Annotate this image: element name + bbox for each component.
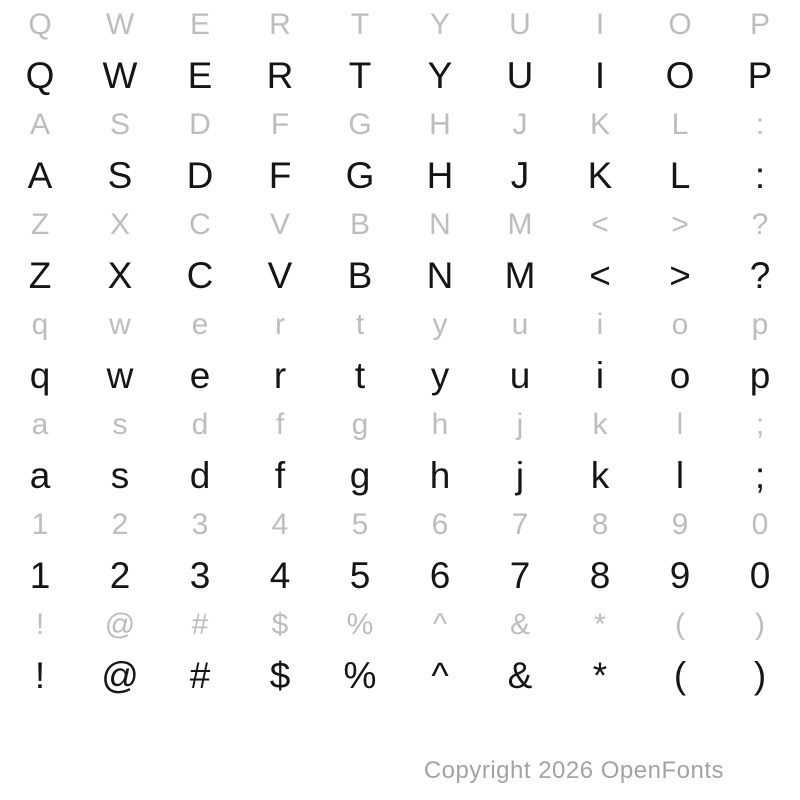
glyph-main-black: K [587, 154, 613, 196]
glyph-preview-gray: & [509, 608, 530, 641]
glyph-preview-gray: 7 [511, 508, 529, 541]
glyph-preview-gray: ? [751, 208, 769, 241]
glyph-preview-gray: f [275, 408, 285, 441]
glyph-cell [320, 0, 400, 100]
glyph-cell [240, 0, 320, 100]
glyph-main-black: s [110, 454, 130, 496]
glyph-main-black: B [347, 254, 373, 296]
glyph-cell [0, 400, 80, 500]
glyph-preview-gray: 1 [31, 508, 49, 541]
glyph-preview-gray: l [676, 408, 684, 441]
glyph-main-black: G [345, 154, 375, 196]
glyph-cell [480, 600, 560, 700]
glyph-preview-gray: d [191, 408, 209, 441]
glyph-preview-gray: 3 [191, 508, 209, 541]
glyph-cell [560, 600, 640, 700]
glyph-cell [320, 200, 400, 300]
glyph-cell [160, 600, 240, 700]
glyph-cell [0, 300, 80, 400]
glyph-preview-gray: * [594, 608, 606, 641]
glyph-main-black: d [189, 454, 211, 496]
glyph-cell [560, 0, 640, 100]
glyph-preview-gray: < [591, 208, 609, 241]
glyph-preview-gray: i [596, 308, 604, 341]
glyph-cell [0, 600, 80, 700]
glyph-main-black: o [669, 354, 691, 396]
glyph-cell [240, 100, 320, 200]
glyph-cell [80, 100, 160, 200]
glyph-preview-gray: w [109, 308, 131, 341]
glyph-preview-gray: V [269, 208, 290, 241]
glyph-preview-gray: B [349, 208, 370, 241]
glyph-main-black: f [274, 454, 286, 496]
glyph-cell [80, 500, 160, 600]
glyph-main-black: & [507, 654, 533, 696]
glyph-main-black: j [515, 454, 525, 496]
glyph-preview-gray: S [109, 108, 130, 141]
glyph-main-black: Z [28, 254, 52, 296]
glyph-cell [240, 600, 320, 700]
glyph-preview-gray: e [191, 308, 209, 341]
glyph-preview-gray: k [592, 408, 608, 441]
glyph-main-black: 9 [669, 554, 691, 596]
glyph-main-black: F [268, 154, 292, 196]
glyph-cell [160, 500, 240, 600]
glyph-cell [640, 500, 720, 600]
glyph-cell [480, 500, 560, 600]
glyph-main-black: w [106, 354, 134, 396]
glyph-preview-gray: R [269, 8, 291, 41]
glyph-main-black: E [187, 54, 213, 96]
glyph-preview-gray: O [668, 8, 692, 41]
glyph-main-black: P [747, 54, 773, 96]
glyph-main-black: ) [753, 654, 767, 696]
glyph-preview-gray: q [31, 308, 49, 341]
glyph-cell [400, 600, 480, 700]
glyph-preview-gray: C [189, 208, 211, 241]
glyph-cell [720, 100, 800, 200]
glyph-main-black: 6 [429, 554, 451, 596]
glyph-main-black: C [186, 254, 214, 296]
glyph-main-black: ( [673, 654, 687, 696]
glyph-cell [720, 200, 800, 300]
glyph-cell [80, 600, 160, 700]
glyph-cell [0, 100, 80, 200]
glyph-main-black: l [675, 454, 685, 496]
glyph-preview-gray: 9 [671, 508, 689, 541]
glyph-main-black: S [107, 154, 133, 196]
glyph-cell [720, 0, 800, 100]
glyph-main-black: $ [269, 654, 291, 696]
glyph-main-black: M [504, 254, 536, 296]
glyph-main-black: % [343, 654, 377, 696]
glyph-cell [0, 200, 80, 300]
glyph-main-black: : [754, 154, 766, 196]
glyph-cell [400, 0, 480, 100]
glyph-cell [160, 400, 240, 500]
glyph-preview-gray: # [191, 608, 209, 641]
glyph-preview-gray: Z [30, 208, 50, 241]
glyph-cell [560, 200, 640, 300]
glyph-preview-gray: A [29, 108, 50, 141]
glyph-preview-gray: r [275, 308, 285, 341]
glyph-preview-gray: : [755, 108, 765, 141]
glyph-preview-gray: s [112, 408, 128, 441]
glyph-main-black: A [27, 154, 53, 196]
glyph-preview-gray: M [507, 208, 533, 241]
glyph-preview-gray: X [109, 208, 130, 241]
glyph-main-black: # [189, 654, 211, 696]
glyph-preview-gray: ; [755, 408, 765, 441]
glyph-cell [640, 200, 720, 300]
glyph-cell [640, 100, 720, 200]
glyph-main-black: D [186, 154, 214, 196]
glyph-preview-gray: P [749, 8, 770, 41]
glyph-main-black: r [273, 354, 287, 396]
glyph-preview-gray: F [270, 108, 290, 141]
glyph-preview-gray: ( [675, 608, 685, 641]
glyph-main-black: 7 [509, 554, 531, 596]
glyph-preview-gray: $ [271, 608, 289, 641]
glyph-preview-gray: 5 [351, 508, 369, 541]
glyph-preview-gray: E [189, 8, 210, 41]
glyph-preview-gray: p [751, 308, 769, 341]
glyph-cell [80, 0, 160, 100]
glyph-preview-gray: @ [104, 608, 136, 641]
glyph-main-black: 0 [749, 554, 771, 596]
glyph-main-black: @ [101, 654, 139, 696]
glyph-main-black: k [590, 454, 610, 496]
glyph-main-black: * [592, 654, 608, 696]
glyph-cell [640, 300, 720, 400]
glyph-preview-gray: H [429, 108, 451, 141]
glyph-preview-gray: K [589, 108, 610, 141]
glyph-main-black: e [189, 354, 211, 396]
glyph-cell [560, 500, 640, 600]
glyph-main-black: i [595, 354, 605, 396]
glyph-cell [80, 300, 160, 400]
glyph-cell [320, 400, 400, 500]
glyph-main-black: 5 [349, 554, 371, 596]
glyph-main-black: < [589, 254, 611, 296]
glyph-main-black: O [665, 54, 695, 96]
glyph-cell [560, 100, 640, 200]
glyph-cell [480, 300, 560, 400]
glyph-main-black: ? [749, 254, 771, 296]
glyph-main-black: > [669, 254, 691, 296]
glyph-main-black: 3 [189, 554, 211, 596]
glyph-main-black: 4 [269, 554, 291, 596]
glyph-main-black: U [506, 54, 534, 96]
glyph-cell [400, 200, 480, 300]
glyph-preview-gray: y [432, 308, 448, 341]
glyph-preview-gray: ) [755, 608, 765, 641]
glyph-preview-gray: u [511, 308, 529, 341]
glyph-main-black: Q [25, 54, 55, 96]
copyright-text: Copyright 2026 OpenFonts [423, 757, 724, 784]
glyph-main-black: Y [427, 54, 453, 96]
glyph-main-black: N [426, 254, 454, 296]
glyph-main-black: ; [754, 454, 766, 496]
glyph-main-black: X [107, 254, 133, 296]
glyph-main-black: p [749, 354, 771, 396]
glyph-cell [480, 100, 560, 200]
glyph-preview-gray: L [671, 108, 689, 141]
glyph-cell [0, 0, 80, 100]
glyph-preview-gray: 8 [591, 508, 609, 541]
glyph-main-black: ^ [431, 654, 449, 696]
glyph-preview-gray: I [595, 8, 605, 41]
glyph-cell [720, 400, 800, 500]
glyph-cell [320, 500, 400, 600]
glyph-cell [640, 600, 720, 700]
glyph-cell [240, 500, 320, 600]
glyph-preview-gray: % [346, 608, 374, 641]
glyph-cell [160, 300, 240, 400]
glyph-cell [240, 400, 320, 500]
glyph-main-black: ! [34, 654, 46, 696]
glyph-main-black: V [267, 254, 293, 296]
glyph-main-black: t [354, 354, 366, 396]
glyph-main-black: I [594, 54, 606, 96]
glyph-preview-gray: 4 [271, 508, 289, 541]
glyph-cell [80, 400, 160, 500]
glyph-preview-gray: G [348, 108, 372, 141]
glyph-cell [560, 300, 640, 400]
glyph-main-black: u [509, 354, 531, 396]
glyph-main-black: L [669, 154, 691, 196]
glyph-cell [160, 100, 240, 200]
glyph-cell [400, 300, 480, 400]
glyph-preview-gray: h [431, 408, 449, 441]
glyph-cell [0, 500, 80, 600]
glyph-preview-gray: o [671, 308, 689, 341]
glyph-main-black: q [29, 354, 51, 396]
glyph-preview-gray: W [105, 8, 135, 41]
glyph-cell [480, 200, 560, 300]
glyph-preview-gray: > [671, 208, 689, 241]
glyph-main-black: J [510, 154, 530, 196]
glyph-main-black: R [266, 54, 294, 96]
glyph-cell [400, 500, 480, 600]
glyph-main-black: 1 [29, 554, 51, 596]
glyph-cell [240, 200, 320, 300]
glyph-main-black: y [430, 354, 450, 396]
glyph-cell [480, 0, 560, 100]
glyph-main-black: g [349, 454, 371, 496]
glyph-cell [320, 300, 400, 400]
glyph-preview-gray: J [512, 108, 528, 141]
glyph-preview-gray: Q [28, 8, 52, 41]
glyph-cell [160, 200, 240, 300]
glyph-cell [160, 0, 240, 100]
glyph-preview-gray: N [429, 208, 451, 241]
glyph-cell [400, 100, 480, 200]
glyph-cell [720, 300, 800, 400]
glyph-cell [80, 200, 160, 300]
glyph-main-black: 2 [109, 554, 131, 596]
glyph-cell [320, 100, 400, 200]
glyph-main-black: h [429, 454, 451, 496]
glyph-cell [560, 400, 640, 500]
glyph-cell [400, 400, 480, 500]
glyph-main-black: T [348, 54, 372, 96]
glyph-cell [240, 300, 320, 400]
glyph-preview-gray: t [355, 308, 365, 341]
glyph-preview-gray: a [31, 408, 49, 441]
glyph-preview-gray: j [516, 408, 524, 441]
glyph-cell [720, 500, 800, 600]
glyph-preview-gray: ^ [432, 608, 448, 641]
glyph-cell [640, 0, 720, 100]
glyph-main-black: W [102, 54, 138, 96]
glyph-main-black: H [426, 154, 454, 196]
glyph-preview-gray: g [351, 408, 369, 441]
glyph-cell [720, 600, 800, 700]
glyph-preview-gray: 6 [431, 508, 449, 541]
glyph-preview-gray: U [509, 8, 531, 41]
glyph-main-black: a [29, 454, 51, 496]
glyph-preview-gray: 0 [751, 508, 769, 541]
glyph-cell [480, 400, 560, 500]
glyph-preview-gray: D [189, 108, 211, 141]
glyph-preview-gray: 2 [111, 508, 129, 541]
glyph-cell [320, 600, 400, 700]
glyph-cell [640, 400, 720, 500]
glyph-preview-gray: ! [35, 608, 45, 641]
glyph-preview-gray: T [350, 8, 370, 41]
glyph-preview-gray: Y [429, 8, 450, 41]
glyph-main-black: 8 [589, 554, 611, 596]
